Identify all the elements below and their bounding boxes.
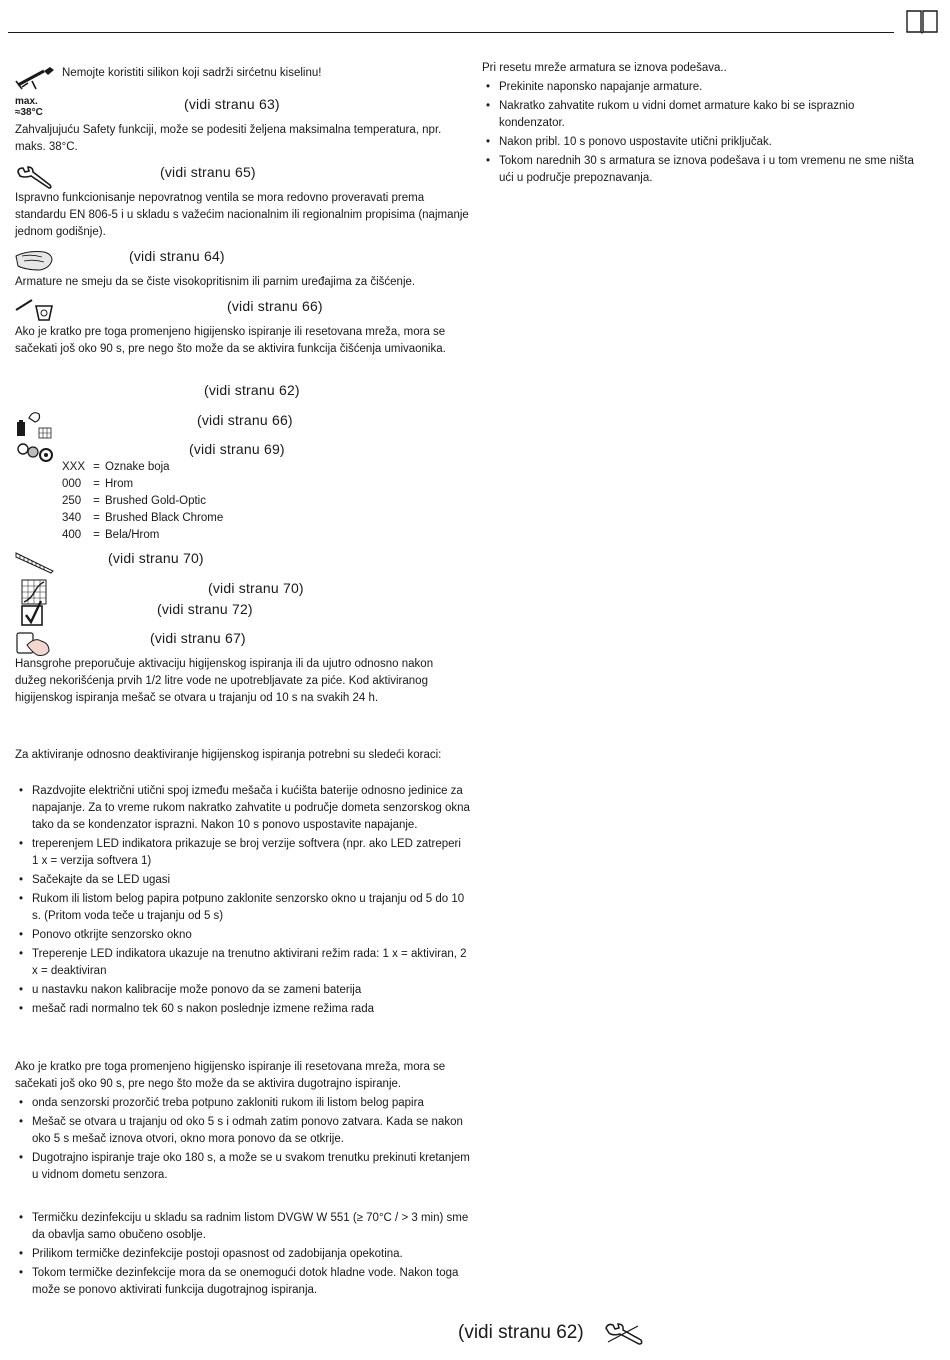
color-code: 000 [62, 478, 82, 490]
silicone-warning: Nemojte koristiti silikon koji sadrži sirćetnu kiselinu! [62, 67, 322, 79]
color-name: Hrom [105, 478, 134, 490]
color-eq: = [93, 478, 100, 490]
manual-book-icon [905, 8, 939, 34]
list-item: • mešač radi normalno tek 60 s nakon poslednje izmene režima rada [15, 1001, 470, 1018]
max-label: max. [15, 96, 38, 107]
list-item: • Prilikom termičke dezinfekcije postoji opasnost od zadobijanja opekotina. [15, 1246, 470, 1263]
battery-parts-icon [15, 410, 53, 440]
color-code: 400 [62, 529, 82, 541]
ref-70a: (vidi stranu 70) [108, 550, 204, 566]
color-row [62, 510, 223, 527]
color-eq: = [93, 529, 100, 541]
finish-parts-icon [15, 440, 55, 466]
ref-70b: (vidi stranu 70) [208, 580, 304, 596]
safety-text: Zahvaljujuću Safety funkciji, može se podesiti željena maksimalna temperatura, npr. maks. 38°C. [15, 124, 442, 153]
list-item: • onda senzorski prozorčić treba potpuno zakloniti rukom ili listom belog papira [15, 1095, 470, 1112]
color-row [62, 527, 223, 544]
maintenance-text: Ispravno funkcionisanje nepovratnog ventila se mora redovno proveravati prema standardu EN 806-5 i u skladu s važećim nacionalnim ili regionalnim propisima (najmanje jednom godišnje). [15, 192, 469, 238]
cleaning-hand-icon [14, 248, 56, 272]
hand-sensor-icon [15, 629, 53, 657]
cleaning-ref: (vidi stranu 64) [129, 248, 225, 264]
header-rule [8, 32, 894, 33]
color-code: XXX [62, 461, 86, 473]
safety-ref: (vidi stranu 63) [184, 96, 280, 112]
list-item: • Prekinite naponsko napajanje armature. [482, 79, 922, 96]
thermal-steps-list [15, 1210, 470, 1299]
color-eq: = [93, 461, 100, 473]
color-eq: = [93, 495, 100, 507]
color-name: Oznake boja [105, 461, 170, 473]
basin-cleaning-ref: (vidi stranu 66) [227, 298, 323, 314]
list-item: • Tokom narednih 30 s armatura se iznova podešava i u tom vremenu ne sme ništa ući u područje prepoznavanja. [482, 153, 922, 187]
wrench-icon [14, 166, 54, 190]
list-item: • Rukom ili listom belog papira potpuno zaklonite senzorsko okno u trajanju od 5 do 10 s. (Pritom voda teče u trajanju od 5 s) [15, 891, 470, 925]
hygiene-steps-list [15, 783, 470, 1018]
checkbox-checked-icon [21, 600, 45, 626]
list-item: • Termičku dezinfekciju u skladu sa radnim listom DVGW W 551 (≥ 70°C / > 3 min) sme da obavlja samo obučeno osoblje. [15, 1210, 470, 1244]
maintenance-ref: (vidi stranu 65) [160, 164, 256, 180]
cleaning-text: Armature ne smeju da se čiste visokopritisnim ili parnim uređajima za čišćenje. [15, 276, 416, 288]
list-item: • Tokom termičke dezinfekcije mora da se onemogući dotok hladne vode. Nakon toga može se ponovo aktivirati funkcija dugotrajnog ispiranja. [15, 1265, 470, 1299]
color-name: Bela/Hrom [105, 529, 160, 541]
tools-icon [604, 1322, 644, 1346]
continuous-steps-list [15, 1095, 470, 1184]
list-item: • u nastavku nakon kalibracije može ponovo da se zameni baterija [15, 982, 470, 999]
color-code: 340 [62, 512, 82, 524]
hygiene-ref: (vidi stranu 67) [150, 630, 246, 646]
ref-69: (vidi stranu 69) [189, 441, 285, 457]
color-name: Brushed Black Chrome [105, 512, 224, 524]
continuous-text: Ako je kratko pre toga promenjeno higijensko ispiranje ili resetovana mreža, mora se sačekati još oko 90 s, pre nego što može da se aktivira dugotrajno ispiranje. [15, 1061, 446, 1090]
ref-62: (vidi stranu 62) [204, 382, 300, 398]
color-eq: = [93, 512, 100, 524]
footer-ref: (vidi stranu 62) [458, 1322, 584, 1343]
ref-72: (vidi stranu 72) [157, 601, 253, 617]
color-row [62, 476, 223, 493]
list-item: • treperenjem LED indikatora prikazuje se broj verzije softvera (npr. ako LED zatreperi 1 x = verzija softvera 1) [15, 836, 470, 870]
list-item: • Sačekajte da se LED ugasi [15, 872, 470, 889]
basin-cleaning-text: Ako je kratko pre toga promenjeno higijensko ispiranje ili resetovana mreža, mora se sačekati još oko 90 s, pre nego što može da se aktivira funkcija čišćenja umivaonika. [15, 326, 446, 355]
hygiene-text: Hansgrohe preporučuje aktivaciju higijenskog ispiranja ili da ujutro odnosno nakon dužeg nekorišćenja prvih 1/2 litre vode ne upotrebljavate za piće. Kod aktiviranog higijenskog ispiranja mešač se otvara u trajanju od 10 s na svakih 24 h. [15, 658, 434, 704]
color-row [62, 459, 223, 476]
temp-label: ≈38°C [15, 107, 43, 118]
list-item: • Nakon pribl. 10 s ponovo uspostavite utični priključak. [482, 134, 922, 151]
list-item: • Ponovo otkrijte senzorsko okno [15, 927, 470, 944]
color-code: 250 [62, 495, 82, 507]
color-name: Brushed Gold-Optic [105, 495, 206, 507]
list-item: • Mešač se otvara u trajanju od oko 5 s i odmah zatim ponovo zatvara. Kada se nakon oko 5 s mešač iznova otvori, okno mora ponovo da se otkrije. [15, 1114, 470, 1148]
ruler-icon [15, 549, 55, 573]
list-item: • Dugotrajno ispiranje traje oko 180 s, a može se u svakom trenutku prekinuti kretanjem u vidnom dometu senzora. [15, 1150, 470, 1184]
bucket-brush-icon [14, 298, 54, 322]
reset-intro: Pri resetu mreže armatura se iznova podešava.. [482, 62, 727, 74]
color-codes-list [62, 459, 223, 544]
silicone-gun-icon [14, 65, 56, 91]
list-item: • Razdvojite električni utični spoj između mešača i kućišta baterije odnosno jedinice za napajanje. Za to vreme rukom nakratko zahvatite u područje dometa senzorskog okna tako da se kondenzator isprazni. Nakon 10 s ponovo uspostavite napajanje. [15, 783, 470, 834]
ref-66b: (vidi stranu 66) [197, 412, 293, 428]
list-item: • Nakratko zahvatite rukom u vidni domet armature kako bi se ispraznio kondenzator. [482, 98, 922, 132]
reset-steps-list [482, 79, 922, 187]
list-item: • Treperenje LED indikatora ukazuje na trenutno aktivirani režim rada: 1 x = aktiviran, 2 x = deaktiviran [15, 946, 470, 980]
hygiene-steps-intro: Za aktiviranje odnosno deaktiviranje higijenskog ispiranja potrebni su sledeći koraci: [15, 749, 442, 761]
max-temp-icon [15, 96, 59, 118]
color-row [62, 493, 223, 510]
